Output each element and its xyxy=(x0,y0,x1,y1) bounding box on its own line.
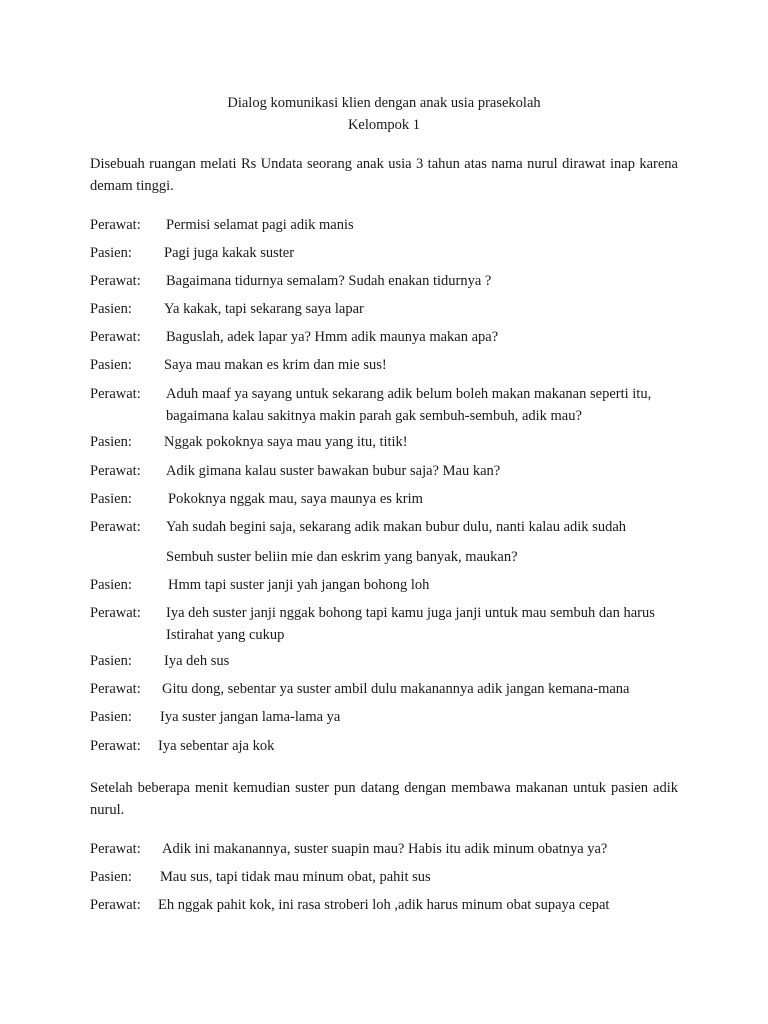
dialog-line: Nggak pokoknya saya mau yang itu, titik! xyxy=(164,434,408,450)
dialog-line: Iya suster jangan lama-lama ya xyxy=(160,709,341,725)
speaker-label: Perawat: xyxy=(90,681,141,697)
speaker-label: Pasien: xyxy=(90,301,132,317)
dialog-line: Aduh maaf ya sayang untuk sekarang adik belum boleh makan makanan seperti itu, xyxy=(166,386,652,402)
speaker-label: Perawat: xyxy=(90,463,141,479)
group-label: Kelompok 1 xyxy=(347,117,421,133)
speaker-label: Pasien: xyxy=(90,869,132,885)
dialog-line: Iya deh sus xyxy=(164,653,230,669)
dialog-line: Iya deh suster janji nggak bohong tapi kamu juga janji untuk mau sembuh dan harus xyxy=(166,605,655,621)
dialog-line: Pagi juga kakak suster xyxy=(164,245,295,261)
speaker-label: Perawat: xyxy=(90,897,141,913)
dialog-line: Iya sebentar aja kok xyxy=(158,738,275,754)
dialog-line: Saya mau makan es krim dan mie sus! xyxy=(164,357,387,373)
speaker-label: Perawat: xyxy=(90,217,141,233)
dialog-line: Gitu dong, sebentar ya suster ambil dulu makanannya adik jangan kemana-mana xyxy=(162,681,630,697)
dialog-line: Pokoknya nggak mau, saya maunya es krim xyxy=(168,491,423,507)
dialog-line: Hmm tapi suster janji yah jangan bohong loh xyxy=(168,577,430,593)
dialog-line: Mau sus, tapi tidak mau minum obat, pahit sus xyxy=(160,869,431,885)
intro-paragraph: Disebuah ruangan melati Rs Undata seorang anak usia 3 tahun atas nama nurul dirawat inap karena demam tinggi. xyxy=(90,156,678,194)
speaker-label: Perawat: xyxy=(90,841,141,857)
dialog-line: Baguslah, adek lapar ya? Hmm adik maunya makan apa? xyxy=(166,329,499,345)
speaker-label: Perawat: xyxy=(90,329,141,345)
dialog-line: Permisi selamat pagi adik manis xyxy=(166,217,354,233)
speaker-label: Pasien: xyxy=(90,491,132,507)
speaker-label: Pasien: xyxy=(90,434,132,450)
document-title: Dialog komunikasi klien dengan anak usia prasekolah xyxy=(227,95,541,111)
dialog-line: Adik gimana kalau suster bawakan bubur saja? Mau kan? xyxy=(166,463,501,479)
speaker-label: Pasien: xyxy=(90,709,132,725)
dialog-line: Istirahat yang cukup xyxy=(166,627,285,643)
speaker-label: Pasien: xyxy=(90,357,132,373)
speaker-label: Perawat: xyxy=(90,273,141,289)
speaker-label: Perawat: xyxy=(90,738,141,754)
speaker-label: Pasien: xyxy=(90,245,132,261)
speaker-label: Perawat: xyxy=(90,386,141,402)
speaker-label: Pasien: xyxy=(90,577,132,593)
dialog-line: Sembuh suster beliin mie dan eskrim yang banyak, maukan? xyxy=(166,549,518,565)
dialog-line: Ya kakak, tapi sekarang saya lapar xyxy=(164,301,364,317)
dialog-line: Yah sudah begini saja, sekarang adik makan bubur dulu, nanti kalau adik sudah xyxy=(166,519,627,535)
speaker-label: Pasien: xyxy=(90,653,132,669)
narration-paragraph: Setelah beberapa menit kemudian suster pun datang dengan membawa makanan untuk pasien adik nurul. xyxy=(90,780,678,818)
dialog-line: Bagaimana tidurnya semalam? Sudah enakan tidurnya ? xyxy=(166,273,492,289)
speaker-label: Perawat: xyxy=(90,605,141,621)
dialog-line: Adik ini makanannya, suster suapin mau? Habis itu adik minum obatnya ya? xyxy=(162,841,608,857)
speaker-label: Perawat: xyxy=(90,519,141,535)
dialog-line: Eh nggak pahit kok, ini rasa stroberi loh ,adik harus minum obat supaya cepat xyxy=(158,897,610,913)
dialog-line: bagaimana kalau sakitnya makin parah gak sembuh-sembuh, adik mau? xyxy=(166,408,582,424)
